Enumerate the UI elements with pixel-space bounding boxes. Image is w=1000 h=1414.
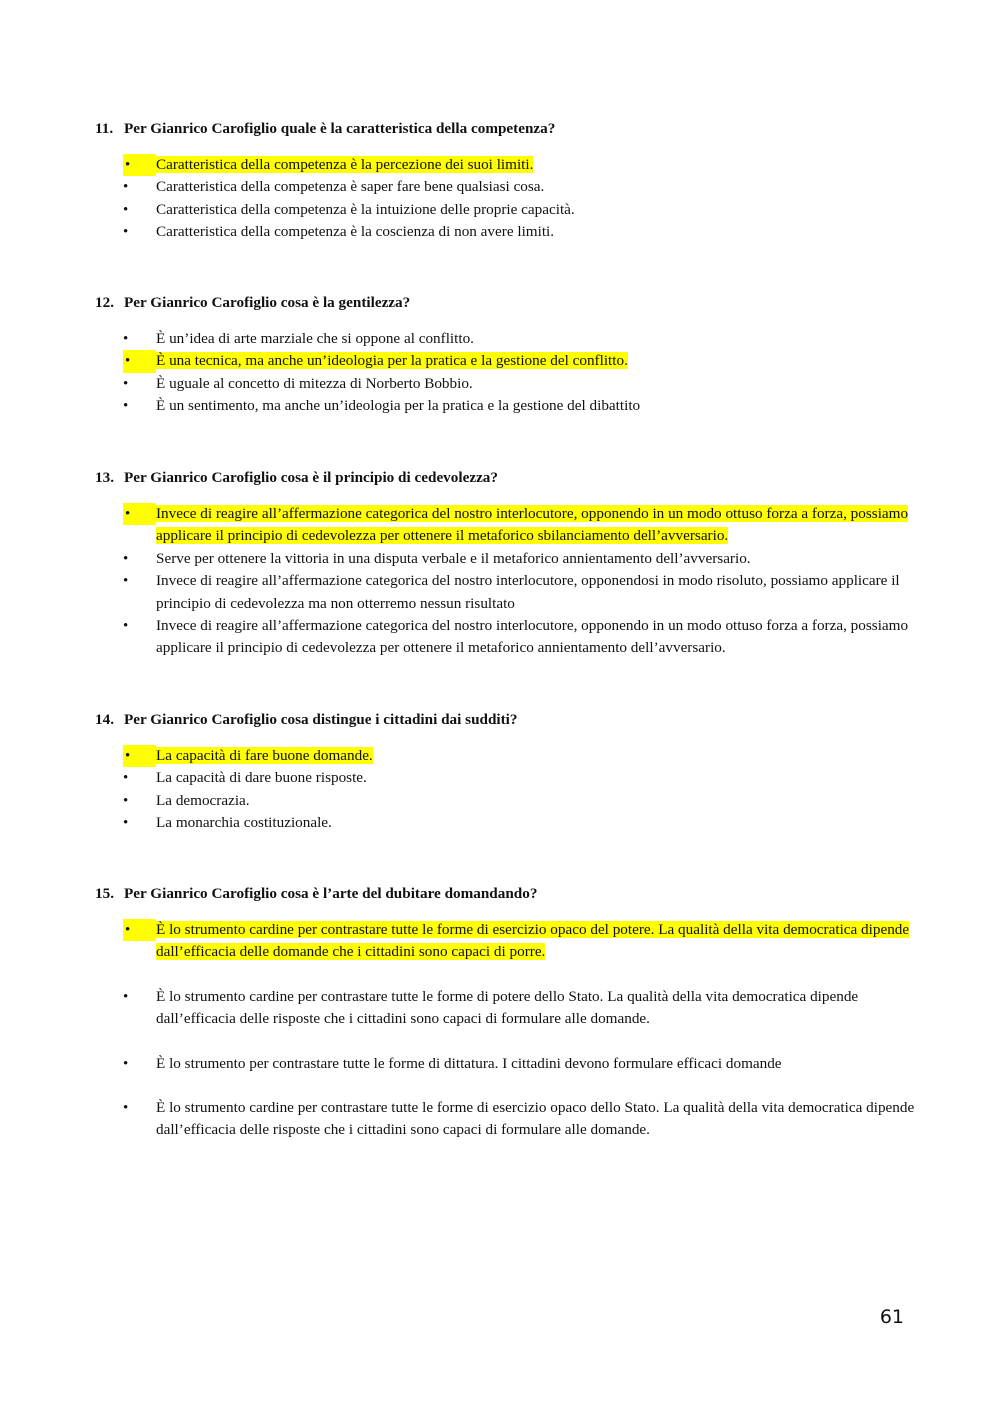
- answer-option: [95, 570, 915, 615]
- bullet-icon: •: [123, 331, 129, 347]
- question-text: Per Gianrico Carofiglio cosa è l’arte del dubitare domandando?: [124, 885, 538, 902]
- answer-option: [95, 199, 915, 221]
- bullet-icon: •: [123, 224, 129, 241]
- answer-option: [95, 790, 915, 812]
- bullet-icon: •: [123, 618, 129, 635]
- question-title: [95, 710, 915, 730]
- question-text: Per Gianrico Carofiglio cosa è la gentilezza?: [124, 294, 411, 311]
- answer-text: Invece di reagire all’affermazione categorica del nostro interlocutore, opponendo in un modo ottuso forza a forza, possiamo applicare il principio di cedevolezza per ottenere il metaforico annientamento dell’avversario.: [156, 617, 909, 657]
- question-text: Per Gianrico Carofiglio cosa è il principio di cedevolezza?: [124, 469, 498, 486]
- answer-option: [95, 503, 915, 548]
- answer-text: È uguale al concetto di mitezza di Norberto Bobbio.: [156, 374, 473, 392]
- question-number: 11.: [95, 120, 114, 137]
- bullet-icon: •: [123, 398, 129, 415]
- question-number: 14.: [95, 711, 114, 728]
- answer-text: Caratteristica della competenza è la percezione dei suoi limiti.: [156, 156, 534, 173]
- answer-option: [95, 350, 915, 372]
- question-title: [95, 119, 915, 139]
- bullet-icon: •: [123, 919, 156, 941]
- answer-option: [95, 1097, 915, 1142]
- question-title: [95, 293, 915, 313]
- answer-option: [95, 1053, 915, 1075]
- question-12: [95, 293, 915, 418]
- answer-text: La democrazia.: [156, 791, 250, 809]
- answer-list: [95, 154, 915, 244]
- answer-text: Caratteristica della competenza è la coscienza di non avere limiti.: [156, 223, 555, 241]
- bullet-icon: •: [123, 179, 129, 196]
- bullet-icon: •: [123, 770, 129, 787]
- bullet-icon: •: [123, 792, 129, 809]
- question-13: [95, 468, 915, 660]
- question-text: Per Gianrico Carofiglio cosa distingue i cittadini dai sudditi?: [124, 711, 518, 728]
- answer-list: [95, 503, 915, 660]
- question-number: 13.: [95, 469, 114, 486]
- answer-option: [95, 154, 915, 176]
- question-text: Per Gianrico Carofiglio quale è la caratteristica della competenza?: [124, 120, 556, 137]
- answer-option: [95, 767, 915, 789]
- question-number: 15.: [95, 885, 114, 902]
- question-title: [95, 468, 915, 488]
- answer-text: È lo strumento cardine per contrastare tutte le forme di esercizio opaco dello Stato. La qualità della vita democratica dipende dall’efficacia delle risposte che i cittadini sono capaci di formulare alle domande.: [156, 1099, 915, 1139]
- bullet-icon: •: [123, 1055, 129, 1072]
- bullet-icon: •: [123, 550, 129, 567]
- question-number: 12.: [95, 294, 114, 311]
- answer-text: Serve per ottenere la vittoria in una disputa verbale e il metaforico annientamento dell’avversario.: [156, 549, 751, 567]
- question-title: [95, 884, 915, 904]
- answer-option: [95, 328, 915, 350]
- answer-list: [95, 745, 915, 835]
- answer-text: Caratteristica della competenza è la intuizione delle proprie capacità.: [156, 200, 575, 218]
- answer-option: [95, 548, 915, 570]
- question-15: [95, 884, 915, 1142]
- answer-text: Invece di reagire all’affermazione categorica del nostro interlocutore, opponendosi in modo risoluto, possiamo applicare il principio di cedevolezza ma non otterremo nessun risultato: [156, 572, 900, 612]
- answer-option: [95, 176, 915, 198]
- answer-option: [95, 812, 915, 834]
- answer-text: È una tecnica, ma anche un’ideologia per la pratica e la gestione del conflitto.: [156, 352, 628, 370]
- page-number: 61: [879, 1306, 904, 1328]
- answer-option: [95, 745, 915, 767]
- answer-list: [95, 919, 915, 1142]
- bullet-icon: •: [123, 503, 156, 525]
- question-14: [95, 710, 915, 835]
- answer-text: È lo strumento per contrastare tutte le forme di dittatura. I cittadini devono formulare efficaci domande: [156, 1054, 782, 1072]
- bullet-icon: •: [123, 1100, 129, 1117]
- answer-text: Invece di reagire all’affermazione categorica del nostro interlocutore, opponendo in un modo ottuso forza a forza, possiamo applicare il principio di cedevolezza per ottenere il metaforico sbilanciamento dell’avversario.: [156, 505, 909, 545]
- bullet-icon: •: [123, 154, 156, 176]
- answer-text: È lo strumento cardine per contrastare tutte le forme di potere dello Stato. La qualità della vita democratica dipende dall’efficacia delle risposte che i cittadini sono capaci di formulare alle domande.: [156, 987, 859, 1028]
- bullet-icon: •: [123, 988, 129, 1005]
- answer-text: Caratteristica della competenza è saper fare bene qualsiasi cosa.: [156, 178, 545, 196]
- answer-option: [95, 221, 915, 243]
- answer-text: La monarchia costituzionale.: [156, 814, 332, 832]
- answer-text: È un’idea di arte marziale che si oppone al conflitto.: [156, 330, 474, 347]
- answer-option: [95, 395, 915, 417]
- answer-text: La capacità di fare buone domande.: [156, 747, 373, 764]
- bullet-icon: •: [123, 815, 129, 832]
- answer-text: È lo strumento cardine per contrastare tutte le forme di esercizio opaco del potere. La qualità della vita democratica dipende dall’efficacia delle domande che i cittadini sono capaci di porre.: [156, 921, 910, 961]
- answer-text: La capacità di dare buone risposte.: [156, 769, 367, 787]
- answer-option: [95, 615, 915, 660]
- answer-option: [95, 986, 915, 1031]
- bullet-icon: •: [123, 350, 156, 372]
- bullet-icon: •: [123, 201, 129, 218]
- question-11: [95, 119, 915, 244]
- answer-text: È un sentimento, ma anche un’ideologia per la pratica e la gestione del dibattito: [156, 397, 641, 415]
- answer-option: [95, 919, 915, 964]
- bullet-icon: •: [123, 375, 129, 392]
- answer-option: [95, 373, 915, 395]
- bullet-icon: •: [123, 745, 156, 767]
- answer-list: [95, 328, 915, 418]
- bullet-icon: •: [123, 573, 129, 590]
